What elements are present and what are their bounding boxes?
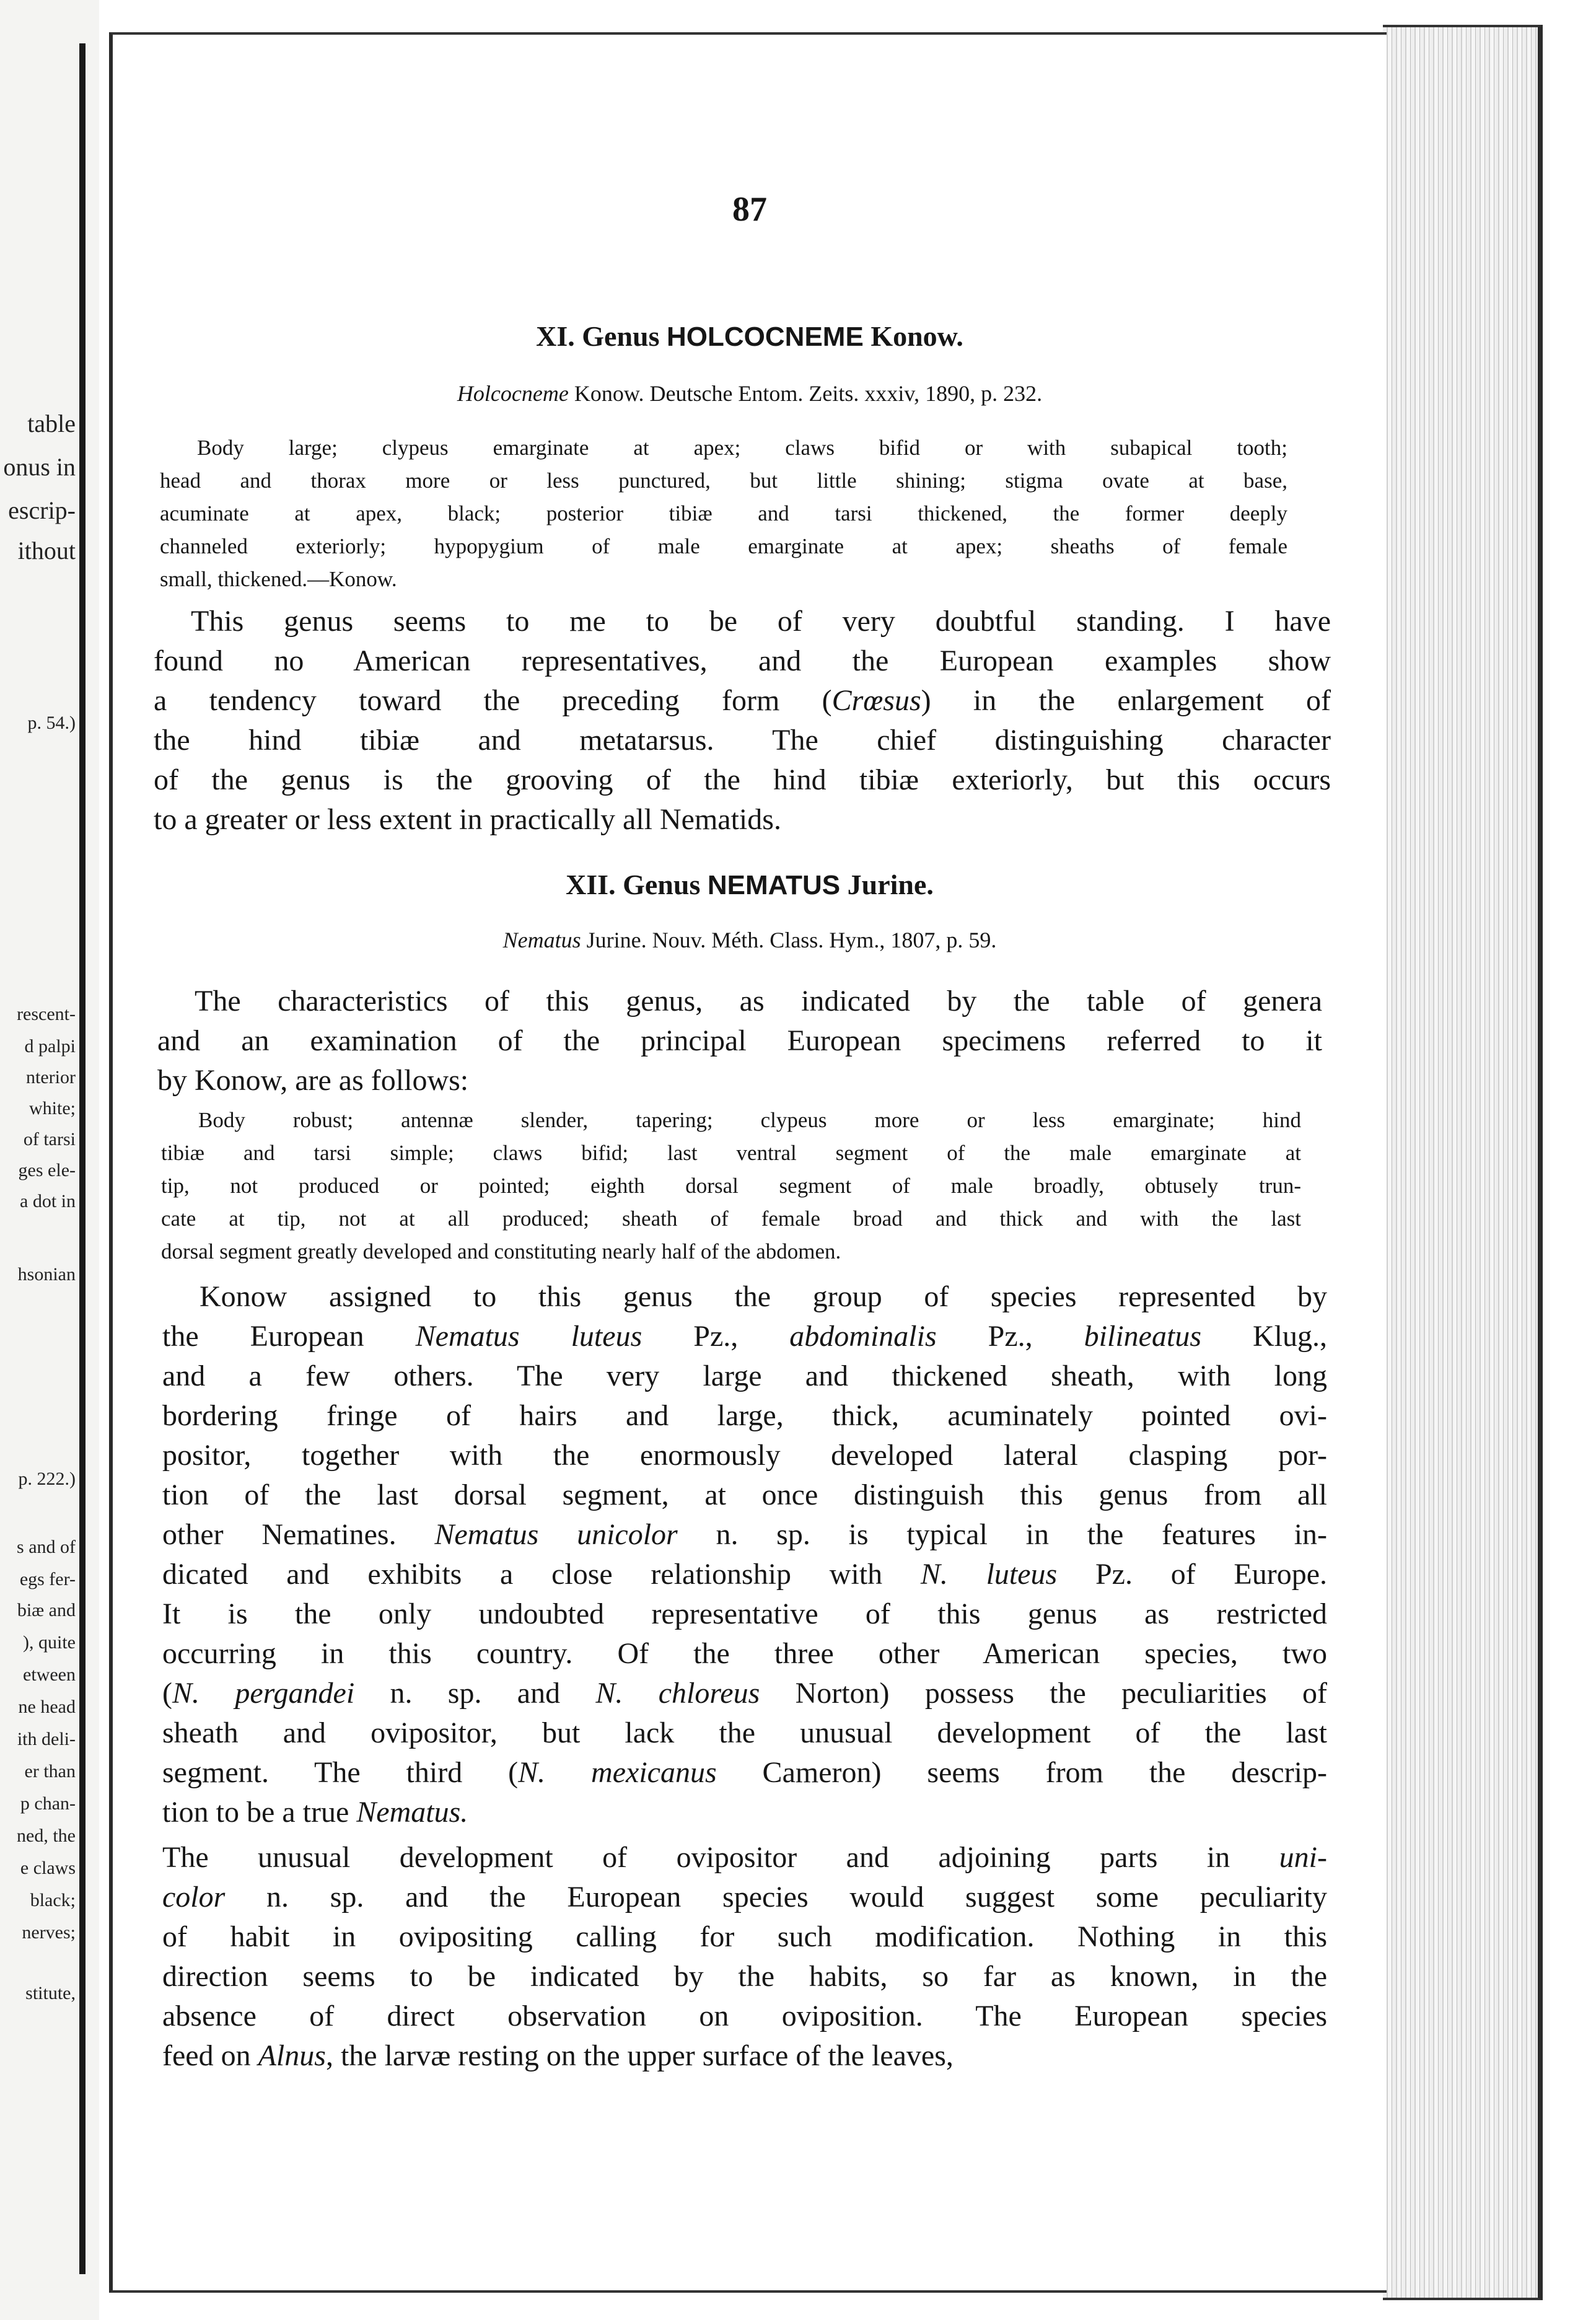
text-line: dicated and exhibits a close relationship with N. luteus Pz. of Europe. (162, 1558, 1327, 1591)
page-edge-stack (1383, 25, 1543, 2300)
text-line: Body large; clypeus emarginate at apex; claws bifid or with subapical tooth; (197, 436, 1287, 460)
text-line: other Nematines. Nematus unicolor n. sp. is typical in the features in- (162, 1518, 1327, 1551)
text-line: cate at tip, not at all produced; sheath of female broad and thick and with the last (161, 1206, 1301, 1231)
book-page (109, 32, 1387, 2293)
text-line: sheath and ovipositor, but lack the unusual development of the last (162, 1716, 1327, 1749)
text-line: the European Nematus luteus Pz., abdominalis Pz., bilineatus Klug., (162, 1320, 1327, 1353)
text-line: This genus seems to me to be of very doubtful standing. I have (191, 605, 1331, 638)
paragraph-nematus-1 (162, 1277, 1327, 1832)
text-line: dorsal segment greatly developed and constituting nearly half of the abdomen. (161, 1239, 841, 1263)
text-line: The unusual development of ovipositor and adjoining parts in uni- (162, 1841, 1327, 1874)
text-line: Konow assigned to this genus the group of species represented by (200, 1280, 1327, 1313)
left-page-fragment: white; (29, 1098, 76, 1118)
page-number: 87 (732, 190, 767, 229)
text-line: tion of the last dorsal segment, at once distinguish this genus from all (162, 1479, 1327, 1511)
left-page-fragment: etween (23, 1664, 76, 1685)
left-page-edge (79, 43, 86, 2274)
text-line: the hind tibiæ and metatarsus. The chief distinguishing character (154, 724, 1331, 757)
text-line: tion to be a true Nematus. (162, 1796, 468, 1829)
text-line: direction seems to be indicated by the habits, so far as known, in the (162, 1960, 1327, 1993)
text-line: absence of direct observation on oviposition. The European species (162, 2000, 1327, 2032)
body-holcocneme (154, 602, 1331, 840)
text-line: to a greater or less extent in practically all Nematids. (154, 803, 781, 836)
text-line: (N. pergandei n. sp. and N. chloreus Norton) possess the peculiarities of (162, 1677, 1327, 1710)
text-line: of habit in ovipositing calling for such modification. Nothing in this (162, 1920, 1327, 1953)
left-page-fragment: s and of (17, 1537, 76, 1557)
text-line: segment. The third (N. mexicanus Cameron) seems from the descrip- (162, 1756, 1327, 1789)
genus-name: NEMATUS (707, 870, 841, 900)
left-page-fragment: p chan- (20, 1793, 76, 1814)
left-page-fragment: stitute, (25, 1983, 76, 2003)
left-page-fragment: a dot in (20, 1191, 76, 1211)
text-line: of the genus is the grooving of the hind tibiæ exteriorly, but this occurs (154, 763, 1331, 796)
left-page-fragment: black; (30, 1890, 76, 1910)
text-line: and an examination of the principal European specimens referred to it (157, 1024, 1322, 1057)
text-line: found no American representatives, and the European examples show (154, 644, 1331, 677)
text-line: head and thorax more or less punctured, but little shining; stigma ovate at base, (160, 468, 1287, 493)
left-page-fragment: ned, the (17, 1826, 76, 1846)
left-page-fragment: of tarsi (23, 1129, 76, 1149)
genus-author: Konow. (870, 320, 963, 352)
description-nematus (161, 1104, 1301, 1268)
text-line: It is the only undoubted representative of this genus as restricted (162, 1597, 1327, 1630)
left-facing-page (0, 0, 99, 2320)
left-page-fragment: onus in (3, 453, 76, 481)
text-line: channeled exteriorly; hypopygium of male emarginate at apex; sheaths of female (160, 534, 1287, 558)
citation-holcocneme (113, 380, 1387, 406)
text-line: The characteristics of this genus, as indicated by the table of genera (195, 985, 1322, 1017)
paragraph-nematus-2 (162, 1838, 1327, 2076)
text-line: small, thickened.—Konow. (160, 567, 397, 591)
citation-text: Konow. Deutsche Entom. Zeits. xxxiv, 1890, p. 232. (568, 381, 1043, 406)
intro-nematus (157, 982, 1322, 1101)
citation-text: Jurine. Nouv. Méth. Class. Hym., 1807, p. 59. (581, 928, 997, 952)
section-numeral: XI. Genus (536, 320, 660, 352)
left-page-fragment: biæ and (17, 1600, 76, 1620)
section-heading-nematus (113, 868, 1387, 901)
genus-author: Jurine. (847, 869, 934, 900)
text-line: feed on Alnus, the larvæ resting on the upper surface of the leaves, (162, 2039, 954, 2072)
left-page-fragment: ithout (17, 537, 76, 565)
text-line: a tendency toward the preceding form (Crœsus) in the enlargement of (154, 684, 1331, 717)
left-page-fragment: table (27, 410, 76, 437)
text-line: color n. sp. and the European species would suggest some peculiarity (162, 1881, 1327, 1914)
text-line: positor, together with the enormously developed lateral clasping por- (162, 1439, 1327, 1472)
genus-name: HOLCOCNEME (667, 322, 864, 352)
section-numeral: XII. Genus (566, 869, 701, 900)
left-page-fragment: hsonian (17, 1264, 76, 1285)
left-page-fragment: p. 222.) (18, 1469, 76, 1489)
text-line: and a few others. The very large and thickened sheath, with long (162, 1360, 1327, 1392)
citation-nematus (113, 927, 1387, 953)
text-line: Body robust; antennæ slender, tapering; clypeus more or less emarginate; hind (198, 1108, 1301, 1132)
text-line: by Konow, are as follows: (157, 1064, 469, 1097)
left-page-fragment: nerves; (22, 1922, 76, 1943)
left-page-fragment: p. 54.) (27, 713, 76, 733)
left-page-fragment: escrip- (8, 496, 76, 524)
section-heading-holcocneme (113, 320, 1387, 353)
text-line: occurring in this country. Of the three other American species, two (162, 1637, 1327, 1670)
left-page-fragment: ne head (18, 1697, 76, 1717)
left-page-fragment: d palpi (24, 1036, 76, 1057)
left-page-fragment: egs fer- (19, 1569, 76, 1589)
left-page-fragment: ith deli- (17, 1729, 76, 1749)
left-page-fragment: ), quite (23, 1632, 76, 1653)
description-holcocneme (160, 431, 1287, 595)
left-page-fragment: ges ele- (18, 1160, 76, 1180)
text-line: bordering fringe of hairs and large, thick, acuminately pointed ovi- (162, 1399, 1327, 1432)
left-page-fragment: e claws (20, 1858, 76, 1878)
left-page-fragment: nterior (26, 1067, 76, 1088)
text-line: tibiæ and tarsi simple; claws bifid; last ventral segment of the male emarginate at (161, 1141, 1301, 1165)
left-page-fragment: rescent- (17, 1004, 76, 1024)
text-line: tip, not produced or pointed; eighth dorsal segment of male broadly, obtusely trun- (161, 1174, 1301, 1198)
citation-genus: Holcocneme (457, 381, 569, 406)
citation-genus: Nematus (502, 928, 581, 952)
left-page-fragment: er than (24, 1761, 76, 1782)
text-line: acuminate at apex, black; posterior tibiæ and tarsi thickened, the former deeply (160, 501, 1287, 525)
